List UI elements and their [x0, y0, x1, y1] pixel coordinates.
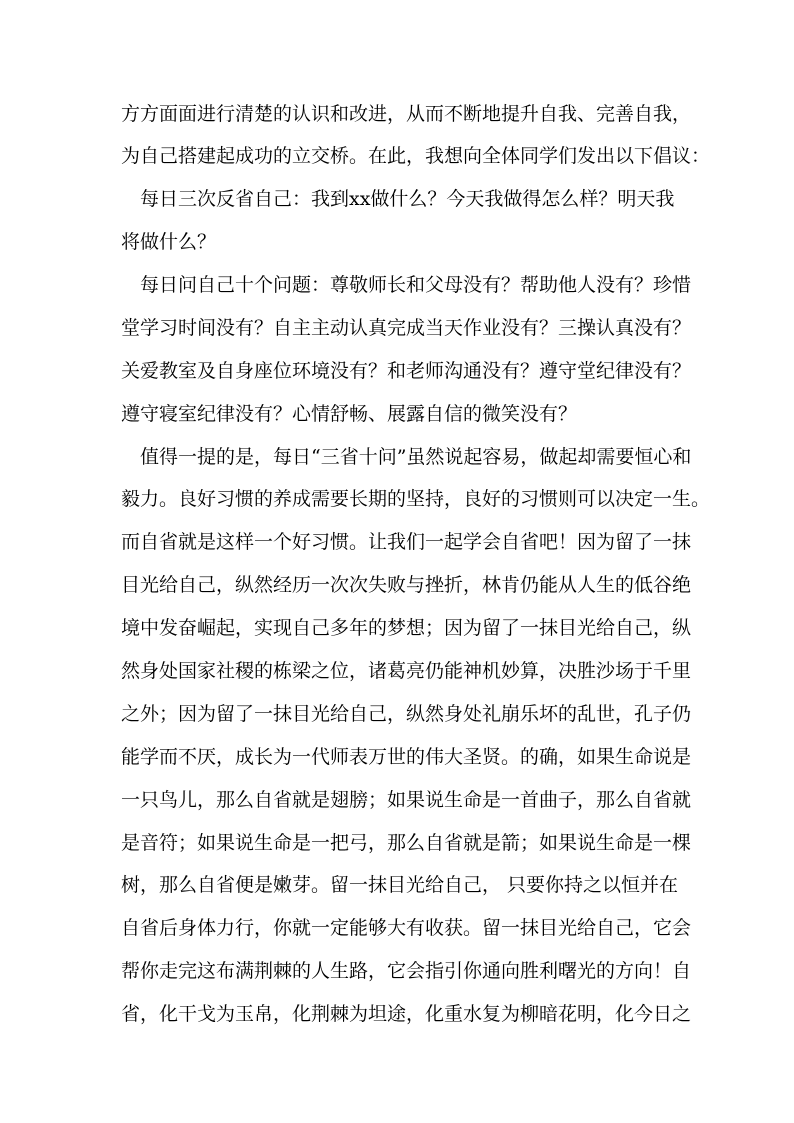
paragraph-start-line: 值得一提的是，每日“三省十问”虽然说起容易，做起却需要恒心和 [140, 446, 692, 468]
text-line: 之外；因为留了一抹目光给自己，纵然身处礼崩乐坏的乱世，孔子仍 [121, 703, 692, 725]
text-line: 境中发奋崛起，实现自己多年的梦想；因为留了一抹目光给自己，纵 [121, 617, 692, 639]
text-line: 然身处国家社稷的栋梁之位，诸葛亮仍能神机妙算，决胜沙场于千里 [121, 660, 692, 682]
text-line: 遵守寝室纪律没有？心情舒畅、展露自信的微笑没有？ [121, 403, 578, 425]
text-line: 而自省就是这样一个好习惯。让我们一起学会自省吧！因为留了一抹 [121, 531, 692, 553]
text-line: 将做什么？ [121, 231, 217, 253]
text-line: 为自己搭建起成功的立交桥。在此，我想向全体同学们发出以下倡议： [121, 145, 711, 167]
text-line: 方方面面进行清楚的认识和改进，从而不断地提升自我、完善自我， [121, 103, 692, 125]
text-line: 是音符；如果说生命是一把弓，那么自省就是箭；如果说生命是一棵 [121, 832, 692, 854]
text-line: 毅力。良好习惯的养成需要长期的坚持，良好的习惯则可以决定一生。 [121, 488, 711, 510]
text-line: 关爱教室及自身座位环境没有？和老师沟通没有？遵守堂纪律没有？ [121, 360, 692, 382]
text-line: 一只鸟儿，那么自省就是翅膀；如果说生命是一首曲子，那么自省就 [121, 789, 692, 811]
paragraph-start-line: 每日问自己十个问题：尊敬师长和父母没有？帮助他人没有？珍惜 [140, 274, 692, 296]
text-line: 目光给自己，纵然经历一次次失败与挫折，林肯仍能从人生的低谷绝 [121, 574, 692, 596]
text-line: 省，化干戈为玉帛，化荆棘为坦途，化重水复为柳暗花明，化今日之 [121, 1003, 692, 1025]
paragraph-start-line: 每日三次反省自己：我到xx做什么？今天我做得怎么样？明天我 [140, 188, 675, 210]
text-line: 树，那么自省便是嫩芽。留一抹目光给自己， 只要你持之以恒并在 [121, 874, 679, 896]
text-line: 堂学习时间没有？自主主动认真完成当天作业没有？三操认真没有？ [121, 317, 692, 339]
text-line: 自省后身体力行，你就一定能够大有收获。留一抹目光给自己，它会 [121, 917, 692, 939]
text-line: 能学而不厌，成长为一代师表万世的伟大圣贤。的确，如果生命说是 [121, 746, 692, 768]
text-line: 帮你走完这布满荆棘的人生路，它会指引你通向胜利曙光的方向！自 [121, 960, 692, 982]
